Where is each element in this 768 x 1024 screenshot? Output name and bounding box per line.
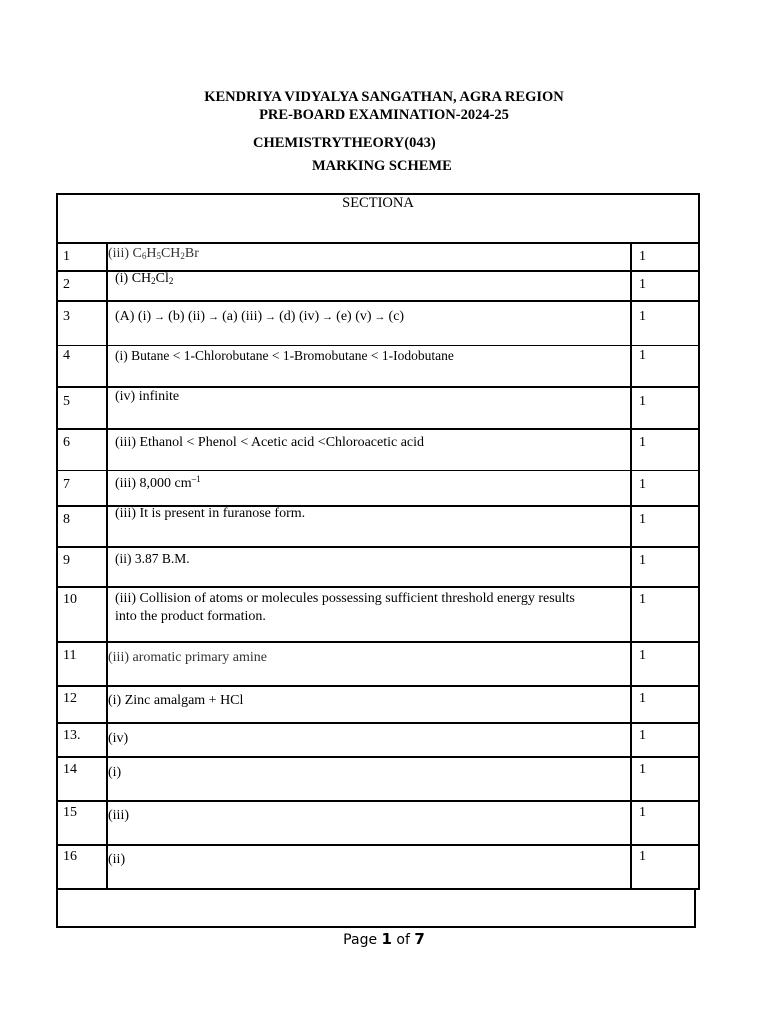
answer-text: (iii) Ethanol < Phenol < Acetic acid <Chloroacetic acid [115,435,425,450]
question-number: 16 [63,849,77,864]
question-number: 9 [63,553,70,568]
answer-text: (iii) It is present in furanose form. [115,506,306,521]
question-number: 4 [63,348,70,363]
column-divider-1 [106,243,108,890]
page-footer [0,930,768,948]
marks: 1 [639,394,646,409]
of-label: of [396,932,410,948]
answer-text: (iii) $C_6H_5CH_2Br$ [108,246,199,261]
question-number: 6 [63,435,70,450]
marks: 1 [639,309,646,324]
column-divider-2 [630,243,632,890]
header-exam-title: PRE-BOARD EXAMINATION-2024-25 [259,107,509,123]
answer-text: (iv) [108,731,129,746]
marks: 1 [639,849,646,864]
answer-text-line-2: into the product formation. [115,609,266,624]
question-number: 2 [63,277,70,292]
question-number: 13. [63,728,81,743]
marks: 1 [639,553,646,568]
marks: 1 [639,805,646,820]
section-title: SECTIONA [342,195,414,211]
answer-text: (i) [108,765,122,780]
header-organization: KENDRIYA VIDYALYA SANGATHAN, AGRA REGION [204,89,564,105]
marks: 1 [639,435,646,450]
answer-text: (iii) [108,808,129,823]
arrow-icon: → [154,311,166,323]
question-number: 15 [63,805,77,820]
arrow-icon: → [322,311,334,323]
marks: 1 [639,592,646,607]
answer-text: (ii) [108,852,126,867]
question-number: 14 [63,762,77,777]
answer-text: (iv) infinite [115,389,180,404]
question-number: 1 [63,249,70,264]
question-number: 12 [63,691,77,706]
marks: 1 [639,249,646,264]
marks: 1 [639,728,646,743]
marks: 1 [639,762,646,777]
marks: 1 [639,477,646,492]
answer-text: (A) (i) → (b) (ii) → (a) (iii) → (d) (iv) → (e) (v) → (c) [115,309,405,324]
header-marking-scheme: MARKING SCHEME [312,158,452,174]
header-subject: CHEMISTRYTHEORY(043) [253,135,436,151]
arrow-icon: → [374,311,386,323]
page-total: 7 [414,930,425,948]
marks: 1 [639,648,646,663]
marks: 1 [639,348,646,363]
table-border-right-last [694,888,696,928]
marks: 1 [639,512,646,527]
table-border-left [56,193,58,928]
answer-text: (ii) 3.87 B.M. [115,551,190,566]
arrow-icon: → [265,311,277,323]
answer-text: (i) Zinc amalgam + HCl [108,693,244,708]
answer-text: (iii) aromatic primary amine [108,650,267,665]
question-number: 7 [63,477,70,492]
page-label: Page [343,932,378,948]
answer-text: (i) Butane < 1-Chlorobutane < 1-Bromobutane < 1-Iodobutane [115,348,454,363]
question-number: 10 [63,592,77,607]
question-number: 8 [63,512,70,527]
answer-text: (iii) 8,000 $cm^{-1}$ [115,474,201,491]
question-number: 5 [63,394,70,409]
question-number: 3 [63,309,70,324]
question-number: 11 [63,648,77,663]
marks: 1 [639,277,646,292]
table-border-right [698,193,700,890]
table-border-bottom [56,926,696,928]
arrow-icon: → [208,311,220,323]
answer-text-line-1: (iii) Collision of atoms or molecules possessing sufficient threshold energy results [115,591,575,606]
marks: 1 [639,691,646,706]
page-number: 1 [381,930,392,948]
answer-text: (i) $CH_2Cl_2$ [115,271,174,286]
